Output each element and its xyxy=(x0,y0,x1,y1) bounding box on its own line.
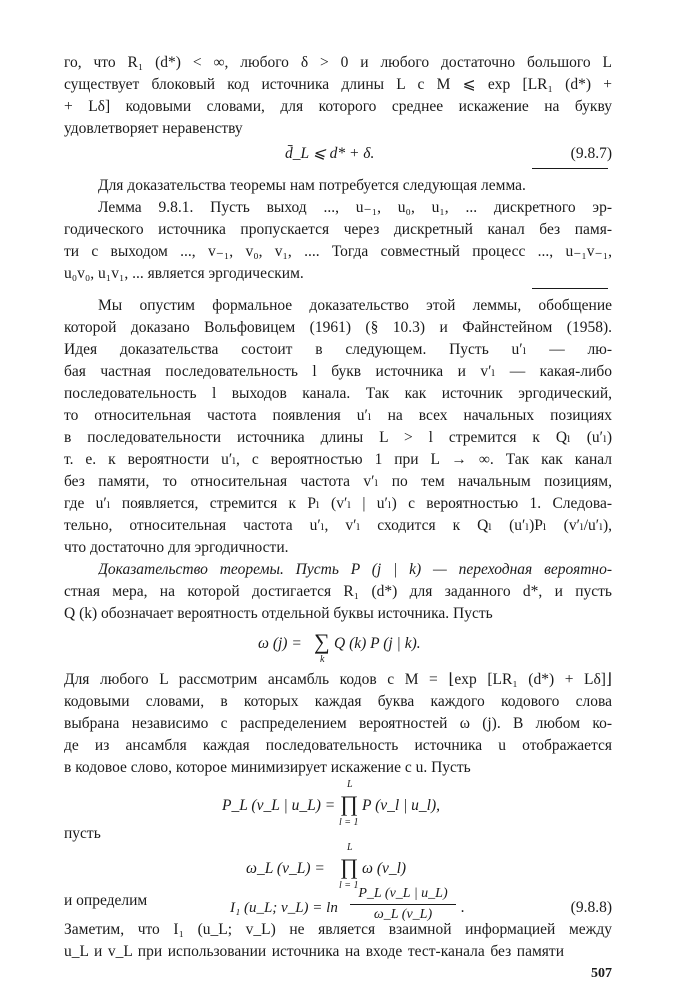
text-line: го, что R₁ (d*) < ∞, любого δ > 0 и любого достаточно большого L xyxy=(64,54,612,71)
text-line: которой доказано Вольфовицем (1961) (§ 10.3) и Файнстейном (1958). xyxy=(64,319,612,336)
text-line: бая частная последовательность l букв источника и v′ₗ — какая-либо xyxy=(64,363,612,380)
text-line: то относительная частота появления u′ₗ на всех начальных позициях xyxy=(64,407,612,424)
equation-number: (9.8.8) xyxy=(570,899,612,916)
text-line: удовлетворяет неравенству xyxy=(64,120,243,137)
text-line: без памяти, то относительная частота v′ₗ по тем начальным позициям, xyxy=(64,473,612,490)
text-line: существует блоковый код источника длины L с M ⩽ exp [LR₁ (d*) + xyxy=(64,76,612,93)
text-line: пусть xyxy=(64,825,101,842)
text-line: Заметим, что I₁ (u_L; v_L) не является взаимной информацией между xyxy=(64,921,612,938)
text-line: выбрана независимо с распределением вероятностей ω (j). В любом ко- xyxy=(64,715,612,732)
text-line: Для любого L рассмотрим ансамбль кодов с M = ⌊exp [LR₁ (d*) + Lδ]⌋ xyxy=(64,671,612,688)
end-of-lemma-rule xyxy=(532,288,608,289)
text-line: + Lδ] кодовыми словами, для которого среднее искажение на букву xyxy=(64,98,612,115)
equation-9-8-7: d̄_L ⩽ d* + δ. xyxy=(285,145,375,162)
text-line: Идея доказательства состоит в следующем. Пусть u′ₗ — лю- xyxy=(64,341,612,358)
page-number: 507 xyxy=(591,966,612,981)
proof-line: Доказательство теоремы. Пусть P (j | k) — переходная вероятно- xyxy=(98,561,612,578)
lemma-line: Лемма 9.8.1. Пусть выход ..., u₋₁, u₀, u₁, ... дискретного эр- xyxy=(98,199,612,216)
equation-number: (9.8.7) xyxy=(570,145,612,162)
text-line: и определим xyxy=(64,892,148,909)
end-of-proof-rule xyxy=(532,168,608,169)
text-line: последовательность l выходов канала. Так как источник эргодический, xyxy=(64,385,612,402)
text-line: u_L и v_L при использовании источника на входе тест-канала без памяти xyxy=(64,943,564,960)
text-line: т. е. к вероятности u′ₗ, с вероятностью 1 при L → ∞. Так как канал xyxy=(64,451,612,468)
text-line: в кодовое слово, которое минимизирует искажение с u. Пусть xyxy=(64,759,471,776)
text-line: Мы опустим формальное доказательство этой леммы, обобщение xyxy=(98,297,612,314)
text-line: что достаточно для эргодичности. xyxy=(64,539,289,556)
text-line: где u′ₗ появляется, стремится к Pₗ (v′ₗ | u′ₗ) с вероятностью 1. Следова- xyxy=(64,495,612,512)
text-line: кодовыми словами, в которых каждая буква каждого кодового слова xyxy=(64,693,612,710)
text-line: годического источника пропускается через дискретный канал без памя- xyxy=(64,221,612,238)
text-line: ти с выходом ..., v₋₁, v₀, v₁, .... Тогда совместный процесс ..., u₋₁v₋₁, xyxy=(64,243,612,260)
text-line: Q (k) обозначает вероятность отдельной буквы источника. Пусть xyxy=(64,605,493,622)
text-line: де из ансамбля каждая последовательность источника u отображается xyxy=(64,737,612,754)
text-line: u₀v₀, u₁v₁, ... является эргодическим. xyxy=(64,265,304,282)
text-line: Для доказательства теоремы нам потребуется следующая лемма. xyxy=(98,177,526,194)
text-line: стная мера, на которой достигается R₁ (d*) для заданного d*, и пусть xyxy=(64,583,612,600)
text-line: тельно, относительная частота u′ₗ, v′ₗ сходится к Qₗ (u′ₗ)Pₗ (v′ₗ/u′ₗ), xyxy=(64,517,612,534)
book-page: го, что R₁ (d*) < ∞, любого δ > 0 и любого достаточно большого L существует блоковый код источника длины L с M ⩽ exp [LR₁ (d*) + + Lδ] кодовыми словами, для которого среднее искажение на букву удовлетворяет неравенству d̄_L ⩽ d* + δ. (9.8.7) Для доказательства теоремы нам потребуется следующая лемма. Лемма 9.8.1. Пусть выход ..., u₋₁, u₀, u₁, ... дискретного эр- годического источника пропускается через дискретный канал без памя- ти с выходом ..., v₋₁, v₀, v₁, .... Тогда совместный процесс ..., u₋₁v₋₁, u₀v₀, u₁v₁, ... является эргодическим. Мы опустим формальное доказательство этой леммы, обобщение которой доказано Вольфовицем (1961) (§ 10.3) и Файнстейном (1958). Идея доказательства состоит в следующем. Пусть u′ₗ — лю- бая частная последовательность l букв источника и v′ₗ — какая-либо последовательность l выходов канала. Так как источник эргодический, то относительная частота появления u′ₗ на всех начальных позициях в последовательности источника длины L > l стремится к Qₗ (u′ₗ) т. е. к вероятности u′ₗ, с вероятностью 1 при L → ∞. Так как канал без памяти, то относительная частота v′ₗ по тем начальным позициям, где u′ₗ появляется, стремится к Pₗ (v′ₗ | u′ₗ) с вероятностью 1. Следова- тельно, относительная частота u′ₗ, v′ₗ сходится к Qₗ (u′ₗ)Pₗ (v′ₗ/u′ₗ), что достаточно для эргодичности. Доказательство теоремы. Пусть P (j | k) — переходная вероятно- стная мера, на которой достигается R₁ (d*) для заданного d*, и пусть Q (k) обозначает вероятность отдельной буквы источника. Пусть ω (j) = ∑ k Q (k) P (j | k). Для любого L рассмотрим ансамбль кодов с M = ⌊exp [LR₁ (d*) + Lδ]⌋ кодовыми словами, в которых каждая буква каждого кодового слова выбрана независимо с распределением вероятностей ω (j). В любом ко- де из ансамбля каждая последовательность источника u отображается в кодовое слово, которое минимизирует искажение с u. Пусть L P_L (v_L | u_L) = ∏ l = 1 P (v_l | u_l), пусть L ω_L (v_L) = ∏ l = 1 ω (v_l) и определим I₁ (u_L; v_L) = ln P_L (v_L | u_L) ω_L (v_L) . (9.8.8) Заметим, что I₁ (u_L; v_L) не является взаимной информацией между u_L и v_L при использовании источника на входе тест-канала без памяти 507 xyxy=(64,54,612,981)
text-line: в последовательности источника длины L > l стремится к Qₗ (u′ₗ) xyxy=(64,429,612,446)
